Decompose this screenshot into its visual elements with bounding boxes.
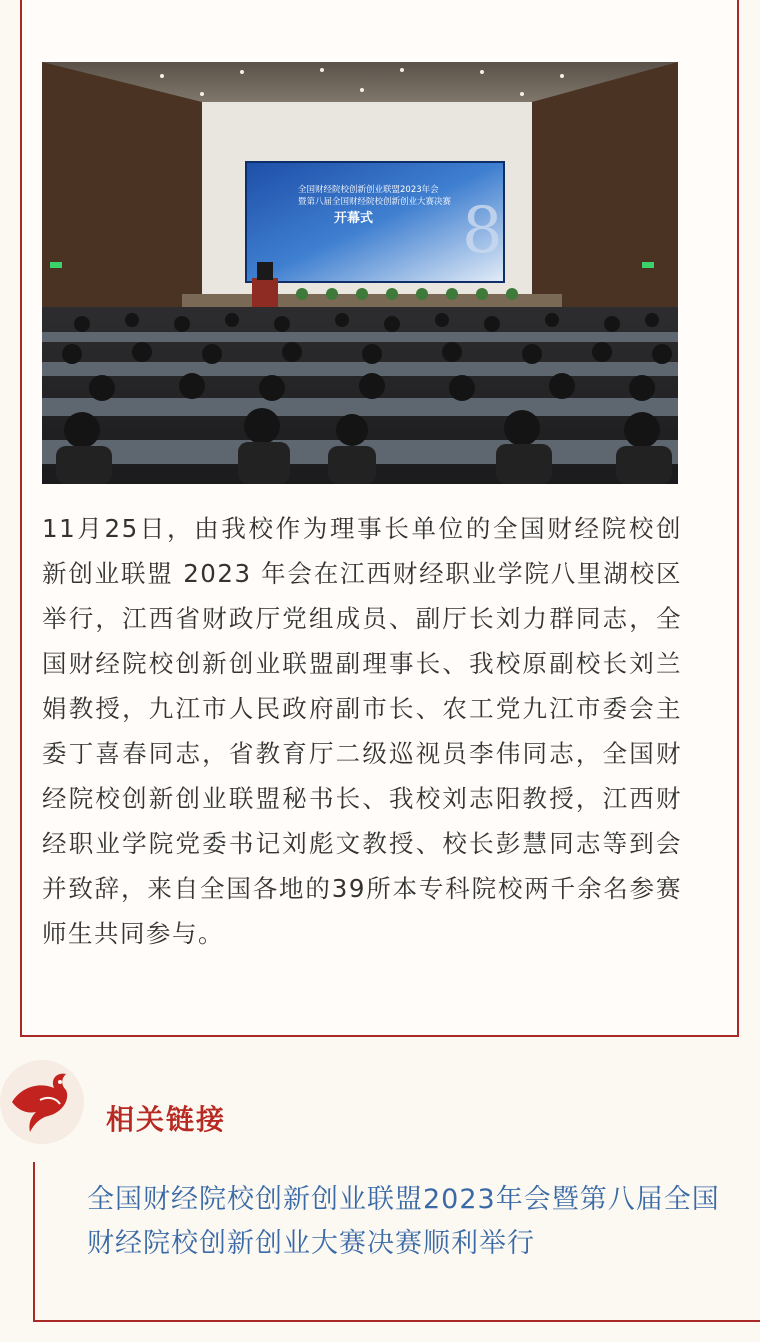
conference-photo xyxy=(42,62,678,484)
screen-subtitle: 开幕式 xyxy=(334,211,374,226)
svg-text:8: 8 xyxy=(462,194,503,268)
screen-title-line1: 全国财经院校创新创业联盟2023年会 xyxy=(298,185,439,195)
conference-photo-illustration xyxy=(42,62,678,484)
bird-icon xyxy=(0,1060,84,1144)
related-links-box xyxy=(33,1162,760,1322)
related-links-heading: 相关链接 xyxy=(106,1103,227,1136)
article-paragraph: 11月25日，由我校作为理事长单位的全国财经院校创新创业联盟 2023 年会在江西财经职业学院八里湖校区举行，江西省财政厅党组成员、副厅长刘力群同志，全国财经院校创新创业联盟副理事长、我校原副校长刘兰娟教授，九江市人民政府副市长、农工党九江市委会主委丁喜春同志，省教育厅二级巡视员李伟同志，全国财经院校创新创业联盟秘书长、我校刘志阳教授，江西财经职业学院党委书记刘彪文教授、校长彭慧同志等到会并致辞，来自全国各地的39所本专科院校两千余名参赛师生共同参与。 xyxy=(42,514,682,948)
related-article-link[interactable]: 全国财经院校创新创业联盟2023年会暨第八届全国财经院校创新创业大赛决赛顺利举行 xyxy=(87,1184,720,1259)
related-badge xyxy=(0,1060,84,1144)
screen-title-line2: 暨第八届全国财经院校创新创业大赛决赛 xyxy=(298,197,452,207)
